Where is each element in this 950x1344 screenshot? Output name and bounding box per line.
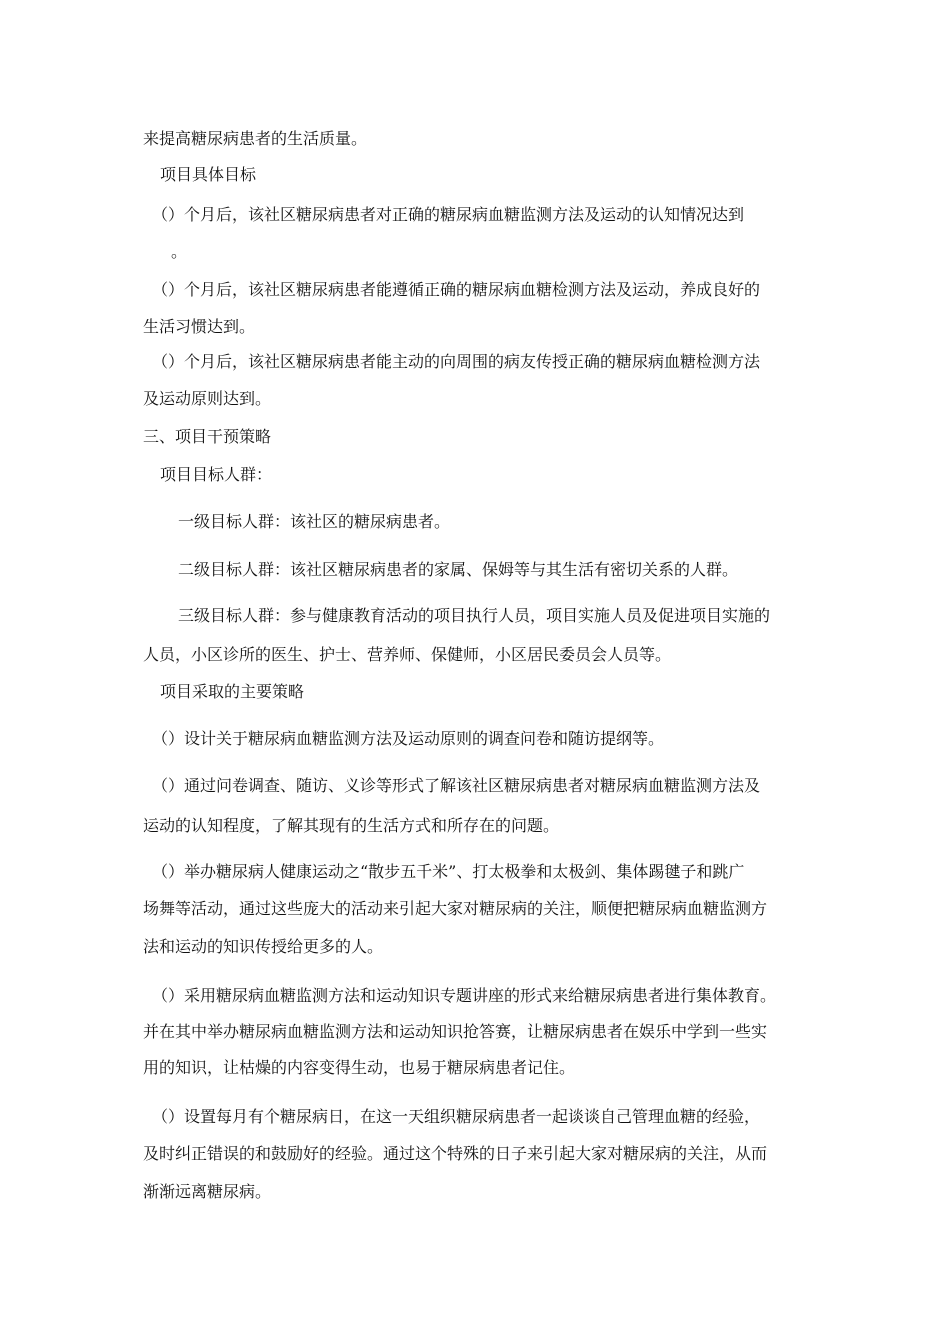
paragraph-line: （）通过问卷调查、随访、义诊等形式了解该社区糖尿病患者对糖尿病血糖监测方法及 — [152, 776, 761, 795]
paragraph-line: 渐渐远离糖尿病。 — [143, 1182, 272, 1201]
paragraph-line: 场舞等活动，通过这些庞大的活动来引起大家对糖尿病的关注，顺便把糖尿病血糖监测方 — [143, 899, 768, 918]
paragraph-line: 来提高糖尿病患者的生活质量。 — [143, 129, 368, 148]
paragraph-line: 用的知识，让枯燥的内容变得生动，也易于糖尿病患者记住。 — [143, 1058, 576, 1077]
paragraph-line: （）采用糖尿病血糖监测方法和运动知识专题讲座的形式来给糖尿病患者进行集体教育。 — [152, 986, 777, 1005]
paragraph-line: 二级目标人群：该社区糖尿病患者的家属、保姆等与其生活有密切关系的人群。 — [178, 560, 739, 579]
paragraph-line: （）个月后，该社区糖尿病患者能主动的向周围的病友传授正确的糖尿病血糖检测方法 — [152, 352, 761, 371]
section-heading: 项目采取的主要策略 — [160, 682, 305, 701]
paragraph-line: 三级目标人群：参与健康教育活动的项目执行人员，项目实施人员及促进项目实施的 — [178, 606, 771, 625]
section-heading: 三、项目干预策略 — [143, 427, 272, 446]
paragraph-line: 及时纠正错误的和鼓励好的经验。通过这个特殊的日子来引起大家对糖尿病的关注，从而 — [143, 1144, 768, 1163]
paragraph-line: （）设计关于糖尿病血糖监测方法及运动原则的调查问卷和随访提纲等。 — [152, 729, 665, 748]
paragraph-line: 。 — [171, 242, 188, 261]
section-heading: 项目具体目标 — [160, 165, 257, 184]
paragraph-line: 法和运动的知识传授给更多的人。 — [143, 937, 384, 956]
section-heading: 项目目标人群： — [160, 465, 273, 484]
paragraph-line: 及运动原则达到。 — [143, 389, 272, 408]
paragraph-line: （）设置每月有个糖尿病日，在这一天组织糖尿病患者一起谈谈自己管理血糖的经验， — [152, 1107, 761, 1126]
paragraph-line: 并在其中举办糖尿病血糖监测方法和运动知识抢答赛，让糖尿病患者在娱乐中学到一些实 — [143, 1022, 768, 1041]
paragraph-line: 人员，小区诊所的医生、护士、营养师、保健师，小区居民委员会人员等。 — [143, 645, 672, 664]
paragraph-line: 一级目标人群：该社区的糖尿病患者。 — [178, 512, 451, 531]
paragraph-line: （）个月后，该社区糖尿病患者对正确的糖尿病血糖监测方法及运动的认知情况达到 — [152, 205, 745, 224]
paragraph-line: （）个月后，该社区糖尿病患者能遵循正确的糖尿病血糖检测方法及运动，养成良好的 — [152, 280, 761, 299]
paragraph-line: 生活习惯达到。 — [143, 317, 256, 336]
paragraph-line: 运动的认知程度，了解其现有的生活方式和所存在的问题。 — [143, 816, 560, 835]
paragraph-line: （）举办糖尿病人健康运动之“散步五千米”、打太极拳和太极剑、集体踢毽子和跳广 — [152, 862, 745, 881]
